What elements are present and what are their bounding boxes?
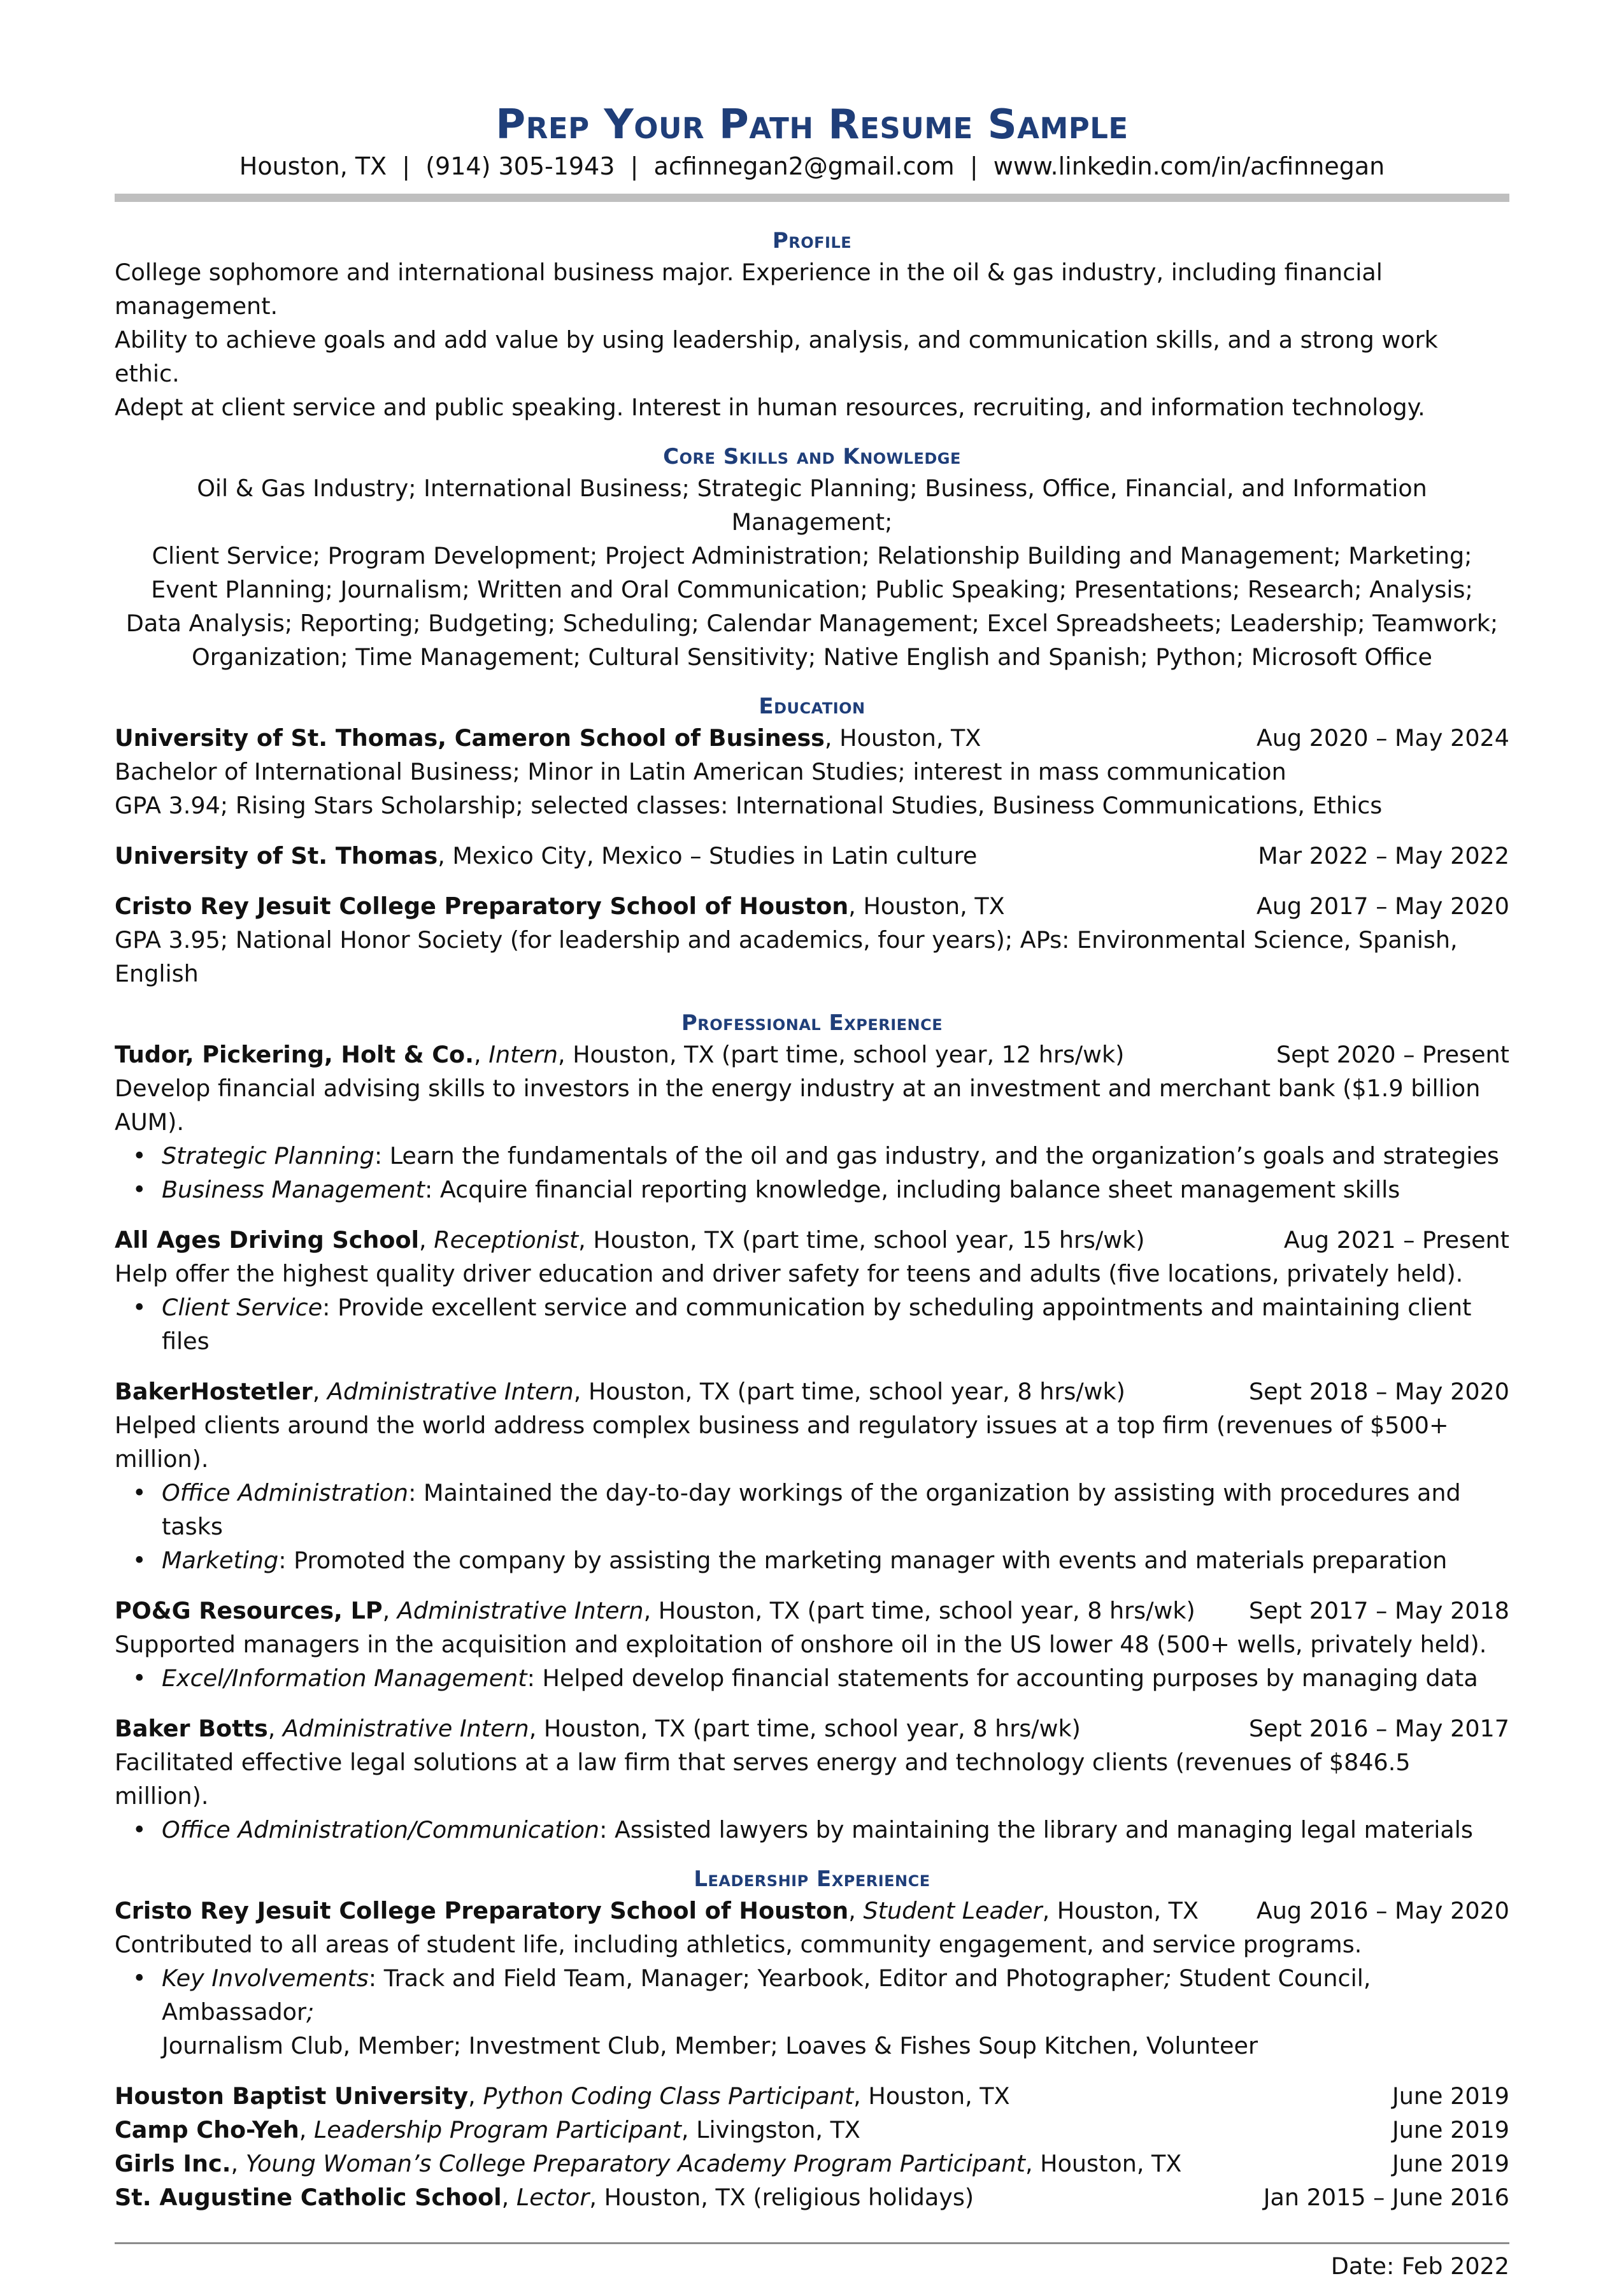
bullet-item: [162, 1661, 1509, 1695]
role-title: Python Coding Class Participant: [483, 2082, 854, 2110]
role-title: Receptionist: [434, 1226, 579, 1254]
org-name: Cristo Rey Jesuit College Preparatory School of Houston: [115, 1897, 849, 1924]
skills-line: Client Service; Program Development; Project Administration; Relationship Building and Management; Marketing;: [152, 542, 1472, 569]
role-title: Leadership Program Participant: [313, 2116, 681, 2143]
entry-dates: Aug 2016 – May 2020: [1256, 1897, 1509, 1924]
entry-heading: [115, 721, 981, 755]
entry-dates: Sept 2016 – May 2017: [1248, 1715, 1509, 1742]
profile-line: College sophomore and international business major. Experience in the oil & gas industry, including financial management.: [115, 259, 1383, 320]
bullet-list: [115, 1813, 1509, 1847]
education-entry: [115, 839, 1509, 873]
resume-title: Prep Your Path Resume Sample: [495, 101, 1129, 148]
bullet-item: [162, 1476, 1509, 1543]
entry-line: GPA 3.95; National Honor Society (for leadership and academics, four years); APs: Environmental Science, Spanish, English: [115, 926, 1458, 987]
entry-heading: PO&G Resources, LP, Administrative Intern, Houston, TX (part time, school year, 8 hrs/wk): [115, 1597, 1195, 1624]
entry-dates: Aug 2020 – May 2024: [1256, 724, 1509, 752]
experience-entry: [115, 1223, 1509, 1358]
entry-heading: St. Augustine Catholic School, Lector, Houston, TX (religious holidays): [115, 2184, 974, 2211]
entry-heading: Houston Baptist University, Python Coding Class Participant, Houston, TX: [115, 2082, 1010, 2110]
entry-summary: Help offer the highest quality driver education and driver safety for teens and adults (five locations, privately held).: [115, 1260, 1464, 1287]
document-date: Date: Feb 2022: [1330, 2252, 1509, 2280]
entry-detail: , Houston, TX (part time, school year, 8 hrs/wk): [643, 1597, 1195, 1624]
bullet-item: [162, 1961, 1509, 2063]
bullet-item: [162, 1139, 1509, 1173]
entry-line: GPA 3.94; Rising Stars Scholarship; selected classes: International Studies, Business Communications, Ethics: [115, 792, 1383, 819]
experience-entry: [115, 1594, 1509, 1695]
entry-dates: Aug 2021 – Present: [1283, 1226, 1509, 1254]
leadership-heading: Leadership Experience: [694, 1866, 930, 1892]
role-title: Lector: [516, 2184, 590, 2211]
bullet-separator: ;: [306, 1998, 315, 2026]
org-name: Camp Cho-Yeh: [115, 2116, 299, 2143]
entry-detail: , Houston, TX: [1025, 2150, 1182, 2177]
entry-heading: [115, 839, 977, 873]
role-title: Administrative Intern: [282, 1715, 529, 1742]
org-name: PO&G Resources, LP: [115, 1597, 383, 1624]
entry-summary: Contributed to all areas of student life, including athletics, community engagement, and service programs.: [115, 1931, 1362, 1958]
header-divider: [115, 194, 1509, 202]
org-name: Cristo Rey Jesuit College Preparatory School of Houston: [115, 892, 849, 920]
entry-dates: Jan 2015 – June 2016: [1263, 2184, 1509, 2211]
bullet-list: [115, 1661, 1509, 1695]
entry-detail: , Houston, TX (part time, school year, 12 hrs/wk): [558, 1041, 1125, 1068]
education-heading: Education: [759, 694, 865, 719]
entry-detail: , Mexico City, Mexico – Studies in Latin culture: [438, 842, 978, 870]
entry-detail: , Houston, TX (part time, school year, 15 hrs/wk): [578, 1226, 1145, 1254]
org-name: All Ages Driving School: [115, 1226, 420, 1254]
entry-detail: , Houston, TX: [824, 724, 981, 752]
org-name: University of St. Thomas: [115, 842, 438, 870]
experience-entry: [115, 1375, 1509, 1577]
entry-dates: Sept 2018 – May 2020: [1248, 1378, 1509, 1405]
entry-dates: June 2019: [1392, 2116, 1509, 2143]
entry-detail: , Houston, TX (part time, school year, 8 hrs/wk): [573, 1378, 1125, 1405]
entry-line: Bachelor of International Business; Minor in Latin American Studies; interest in mass communication: [115, 758, 1286, 785]
role-title: Student Leader: [863, 1897, 1043, 1924]
profile-line: Adept at client service and public speaking. Interest in human resources, recruiting, and information technology.: [115, 394, 1425, 421]
bullet-item: [162, 1813, 1509, 1847]
entry-detail: , Livingston, TX: [681, 2116, 860, 2143]
entry-detail: , Houston, TX (part time, school year, 8 hrs/wk): [529, 1715, 1081, 1742]
bullet-list: [115, 1961, 1509, 2063]
skills-line: Oil & Gas Industry; International Business; Strategic Planning; Business, Office, Financial, and Information Management;: [197, 475, 1427, 536]
entry-summary: Develop financial advising skills to investors in the energy industry at an investment and merchant bank ($1.9 billion AUM).: [115, 1075, 1481, 1136]
experience-entry: [115, 1038, 1509, 1206]
entry-dates: Aug 2017 – May 2020: [1256, 892, 1509, 920]
bullet-list: [115, 1476, 1509, 1577]
entry-summary: Facilitated effective legal solutions at a law firm that serves energy and technology clients (revenues of $846.5 million).: [115, 1749, 1411, 1810]
entry-summary: Supported managers in the acquisition and exploitation of onshore oil in the US lower 48 (500+ wells, privately held).: [115, 1631, 1487, 1658]
entry-heading: All Ages Driving School, Receptionist, Houston, TX (part time, school year, 15 hrs/wk): [115, 1226, 1145, 1254]
education-entry: [115, 889, 1509, 991]
bullet-item: [162, 1173, 1509, 1206]
profile-heading: Profile: [772, 228, 852, 254]
bullet-label: Marketing: [162, 1547, 279, 1574]
bullet-text: Student Council, Ambassador: [162, 1965, 1371, 2026]
role-title: Administrative Intern: [397, 1597, 644, 1624]
entry-detail: , Houston, TX: [1042, 1897, 1199, 1924]
entry-summary: Helped clients around the world address complex business and regulatory issues at a top firm (revenues of $500+ million).: [115, 1412, 1449, 1473]
bullet-text: : Track and Field Team, Manager; Yearbook, Editor and Photographer: [368, 1965, 1164, 1992]
bullet-text: : Maintained the day-to-day workings of the organization by assisting with procedures and tasks: [162, 1479, 1461, 1540]
org-name: Girls Inc.: [115, 2150, 231, 2177]
leadership-entry: [115, 1894, 1509, 2063]
leadership-other-entry: [115, 2079, 1509, 2113]
skills-heading: Core Skills and Knowledge: [663, 444, 961, 469]
bullet-label: Key Involvements: [162, 1965, 369, 1992]
entry-heading: Tudor, Pickering, Holt & Co., Intern, Houston, TX (part time, school year, 12 hrs/wk): [115, 1041, 1125, 1068]
bullet-text: : Helped develop financial statements for accounting purposes by managing data: [527, 1664, 1478, 1692]
leadership-other-list: [115, 2079, 1509, 2214]
org-name: Baker Botts: [115, 1715, 268, 1742]
bullet-text: : Acquire financial reporting knowledge, including balance sheet management skills: [425, 1176, 1400, 1203]
bullet-list: [115, 1291, 1509, 1358]
experience-heading: Professional Experience: [681, 1010, 943, 1036]
bullet-label: Office Administration: [162, 1479, 409, 1506]
entry-heading: [115, 889, 1005, 923]
bullet-separator: ;: [1164, 1965, 1172, 1992]
bullet-label: Strategic Planning: [162, 1142, 374, 1170]
entry-dates: June 2019: [1392, 2150, 1509, 2177]
org-name: Houston Baptist University: [115, 2082, 469, 2110]
skills-line: Data Analysis; Reporting; Budgeting; Scheduling; Calendar Management; Excel Spreadsheets; Leadership; Teamwork;: [125, 610, 1499, 637]
bullet-text: : Promoted the company by assisting the marketing manager with events and materials preparation: [278, 1547, 1448, 1574]
skills-line: Organization; Time Management; Cultural Sensitivity; Native English and Spanish; Python; Microsoft Office: [192, 643, 1432, 671]
role-title: Intern: [488, 1041, 559, 1068]
org-name: BakerHostetler: [115, 1378, 313, 1405]
bullet-label: Client Service: [162, 1294, 323, 1321]
profile-line: Ability to achieve goals and add value by using leadership, analysis, and communication skills, and a strong work ethic.: [115, 326, 1438, 387]
entry-detail: , Houston, TX: [853, 2082, 1010, 2110]
org-name: University of St. Thomas, Cameron School of Business: [115, 724, 825, 752]
entry-dates: Sept 2020 – Present: [1276, 1041, 1509, 1068]
entry-heading: Cristo Rey Jesuit College Preparatory School of Houston, Student Leader, Houston, TX: [115, 1897, 1199, 1924]
footer-divider: [115, 2242, 1509, 2244]
bullet-text: Journalism Club, Member; Investment Club, Member; Loaves & Fishes Soup Kitchen, Volunteer: [162, 2032, 1258, 2059]
education-entry: [115, 721, 1509, 822]
role-title: Young Woman’s College Preparatory Academy Program Participant: [245, 2150, 1025, 2177]
entry-dates: Sept 2017 – May 2018: [1248, 1597, 1509, 1624]
bullet-text: : Assisted lawyers by maintaining the library and managing legal materials: [599, 1816, 1473, 1843]
profile-text: [115, 255, 1509, 424]
entry-dates: June 2019: [1392, 2082, 1509, 2110]
entry-detail: , Houston, TX (religious holidays): [589, 2184, 974, 2211]
leadership-other-entry: [115, 2180, 1509, 2214]
bullet-item: [162, 1543, 1509, 1577]
skills-text: [115, 471, 1509, 674]
entry-detail: , Houston, TX: [848, 892, 1005, 920]
bullet-text: : Provide excellent service and communication by scheduling appointments and maintaining client files: [162, 1294, 1472, 1355]
entry-heading: BakerHostetler, Administrative Intern, Houston, TX (part time, school year, 8 hrs/wk): [115, 1378, 1125, 1405]
leadership-other-entry: [115, 2113, 1509, 2147]
bullet-label: Business Management: [162, 1176, 425, 1203]
org-name: Tudor, Pickering, Holt & Co.: [115, 1041, 474, 1068]
bullet-text: : Learn the fundamentals of the oil and gas industry, and the organization’s goals and strategies: [374, 1142, 1499, 1170]
org-name: St. Augustine Catholic School: [115, 2184, 502, 2211]
experience-entry: [115, 1712, 1509, 1847]
bullet-label: Excel/Information Management: [162, 1664, 527, 1692]
entry-dates: Mar 2022 – May 2022: [1258, 842, 1509, 870]
contact-line: Houston, TX | (914) 305-1943 | acfinnegan2@gmail.com | www.linkedin.com/in/acfinnegan: [239, 152, 1385, 180]
bullet-item: [162, 1291, 1509, 1358]
skills-line: Event Planning; Journalism; Written and Oral Communication; Public Speaking; Presentations; Research; Analysis;: [151, 576, 1473, 603]
role-title: Administrative Intern: [327, 1378, 574, 1405]
leadership-other-entry: [115, 2147, 1509, 2180]
bullet-label: Office Administration/Communication: [162, 1816, 600, 1843]
entry-heading: Girls Inc., Young Woman’s College Preparatory Academy Program Participant, Houston, TX: [115, 2150, 1182, 2177]
bullet-list: [115, 1139, 1509, 1206]
entry-heading: Baker Botts, Administrative Intern, Houston, TX (part time, school year, 8 hrs/wk): [115, 1715, 1081, 1742]
entry-heading: Camp Cho-Yeh, Leadership Program Participant, Livingston, TX: [115, 2116, 860, 2143]
